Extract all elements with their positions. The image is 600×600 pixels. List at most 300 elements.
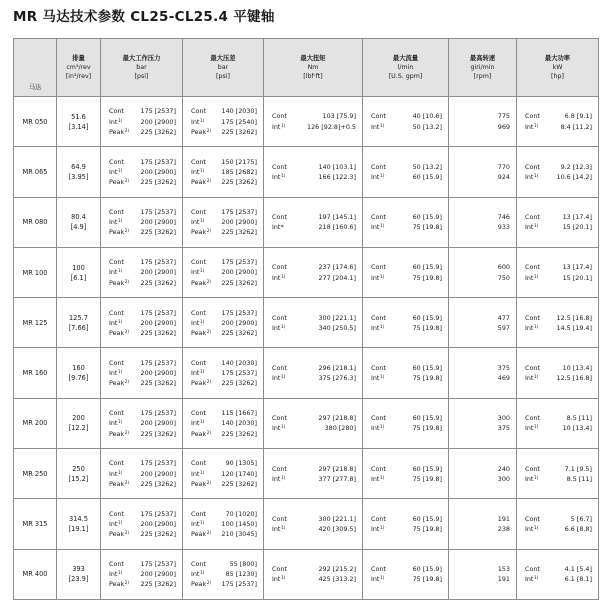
rating-label: Int$^{1)}$	[272, 323, 286, 332]
pressure-delta-cell	[183, 549, 264, 599]
displacement-cell	[57, 348, 101, 398]
rating-value: 237 [174.6]	[318, 263, 356, 272]
rating-value: 103 [75.9]	[322, 112, 356, 121]
rating-label: Int$^{1)}$	[272, 424, 286, 433]
rating-value: 140 [2030]	[221, 419, 257, 428]
pressure-cell	[101, 549, 183, 599]
rating-value: 120 [1740]	[221, 469, 257, 478]
power-cell	[517, 147, 599, 197]
rating-value: 8.4 [11.2]	[560, 122, 592, 131]
table-row	[14, 549, 599, 599]
rating-value: 175 [2537]	[140, 308, 176, 317]
rating-value: 225 [3262]	[221, 278, 257, 287]
rating-label: Cont	[191, 207, 206, 216]
pressure-cell	[101, 398, 183, 448]
torque-values	[264, 111, 362, 131]
rating-label: Cont	[109, 157, 124, 166]
rating-value: 200 [2900]	[221, 318, 257, 327]
displacement-cell	[57, 499, 101, 549]
torque-values	[264, 413, 362, 433]
speed-value: 933	[497, 223, 510, 232]
speed-values	[449, 111, 516, 131]
rating-label: Int$^{1)}$	[371, 525, 385, 534]
rating-label: Cont	[525, 112, 540, 121]
rating-value: 50 [13.2]	[412, 162, 442, 171]
value-line	[517, 574, 598, 584]
value-line	[101, 106, 182, 116]
rating-value: 75 [19.8]	[412, 223, 442, 232]
header-flow: 最大流量 l/min [U.S. gpm]	[363, 39, 449, 97]
displacement-metric: 200	[72, 414, 85, 423]
value-line	[183, 408, 263, 418]
value-line	[101, 569, 182, 579]
value-line	[363, 564, 448, 574]
rating-label: Int$^{1)}$	[272, 575, 286, 584]
flow-values	[363, 564, 448, 584]
rating-value: 175 [2537]	[221, 369, 257, 378]
rating-label: Cont	[272, 363, 287, 372]
rating-label: Int*	[272, 223, 284, 232]
rating-value: 175 [2537]	[140, 258, 176, 267]
rating-value: 200 [2900]	[140, 117, 176, 126]
displacement-metric: 64.9	[71, 162, 86, 171]
power-cell	[517, 449, 599, 499]
rating-value: 200 [2900]	[140, 218, 176, 227]
rating-value: 140 [103.1]	[318, 162, 356, 171]
rating-label: Int$^{1)}$	[525, 323, 539, 332]
value-line	[264, 111, 362, 121]
value-line	[517, 212, 598, 222]
flow-values	[363, 262, 448, 282]
pressure-delta-cell	[183, 247, 264, 297]
rating-label: Int$^{1)}$	[109, 167, 123, 176]
table-header	[14, 39, 599, 97]
pressure-delta-cell	[183, 398, 264, 448]
rating-value: 10.6 [14.2]	[556, 172, 592, 181]
value-line	[363, 172, 448, 182]
power-cell	[517, 197, 599, 247]
torque-cell	[264, 147, 363, 197]
rating-value: 90 [1305]	[225, 459, 257, 468]
value-line	[517, 313, 598, 323]
speed-cell	[449, 298, 517, 348]
rating-label: Peak$^{2)}$	[109, 379, 130, 388]
rating-label: Peak$^{2)}$	[109, 479, 130, 488]
value-line	[264, 222, 362, 232]
table-body	[14, 97, 599, 600]
rating-value: 200 [2900]	[140, 369, 176, 378]
pressure-values	[101, 207, 182, 238]
rating-label: Peak$^{2)}$	[191, 580, 212, 589]
value-line	[363, 222, 448, 232]
value-line	[363, 111, 448, 121]
rating-value: 225 [3262]	[221, 127, 257, 136]
rating-value: 225 [3262]	[140, 479, 176, 488]
power-values	[517, 413, 598, 433]
flow-cell	[363, 147, 449, 197]
value-line	[101, 429, 182, 439]
value-line	[183, 479, 263, 489]
rating-value: 375 [276.3]	[318, 374, 356, 383]
speed-value: 477	[497, 313, 510, 322]
rating-value: 197 [145.1]	[318, 213, 356, 222]
torque-cell	[264, 398, 363, 448]
speed-cell	[449, 398, 517, 448]
pressure-values	[101, 308, 182, 339]
rating-label: Int$^{1)}$	[191, 419, 205, 428]
value-line	[101, 418, 182, 428]
delta-values	[183, 509, 263, 540]
rating-value: 225 [3262]	[140, 127, 176, 136]
table-row	[14, 247, 599, 297]
rating-value: 225 [3262]	[140, 580, 176, 589]
delta-values	[183, 157, 263, 188]
displacement-imperial: [7.66]	[68, 323, 89, 332]
rating-value: 40 [10.6]	[412, 112, 442, 121]
rating-label: Int$^{1)}$	[191, 570, 205, 579]
rating-label: Int$^{1)}$	[109, 268, 123, 277]
value-line	[183, 458, 263, 468]
rating-value: 200 [2900]	[140, 419, 176, 428]
rating-label: Cont	[371, 162, 386, 171]
rating-label: Int$^{1)}$	[109, 519, 123, 528]
displacement-cell	[57, 549, 101, 599]
power-values	[517, 514, 598, 534]
pressure-cell	[101, 147, 183, 197]
spec-table	[13, 38, 599, 600]
value-line	[183, 529, 263, 539]
speed-values	[449, 212, 516, 232]
rating-value: 175 [2537]	[140, 358, 176, 367]
rating-value: 75 [19.8]	[412, 323, 442, 332]
rating-label: Cont	[525, 213, 540, 222]
rating-label: Int$^{1)}$	[272, 374, 286, 383]
rating-label: Int$^{1)}$	[191, 318, 205, 327]
speed-value: 600	[497, 263, 510, 272]
rating-value: 60 [15.9]	[412, 514, 442, 523]
value-line	[264, 323, 362, 333]
value-line	[264, 564, 362, 574]
value-line	[183, 469, 263, 479]
rating-label: Peak$^{2)}$	[109, 127, 130, 136]
rating-value: 175 [2537]	[221, 580, 257, 589]
flow-values	[363, 514, 448, 534]
value-line	[517, 363, 598, 373]
flow-values	[363, 363, 448, 383]
speed-cell	[449, 97, 517, 147]
displacement-cell	[57, 298, 101, 348]
rating-value: 6.8 [9.1]	[564, 112, 592, 121]
rating-label: Cont	[191, 409, 206, 418]
rating-value: 55 [800]	[229, 560, 257, 569]
header-motor: 马达	[14, 39, 57, 97]
rating-label: Cont	[191, 509, 206, 518]
header-power: 最大功率 kW [hp]	[517, 39, 599, 97]
value-line	[183, 257, 263, 267]
rating-label: Peak$^{2)}$	[191, 379, 212, 388]
motor-model: MR 250	[14, 449, 57, 499]
value-line	[449, 323, 516, 333]
value-line	[264, 574, 362, 584]
table-row	[14, 197, 599, 247]
rating-value: 175 [2537]	[140, 560, 176, 569]
rating-label: Cont	[191, 157, 206, 166]
rating-label: Peak$^{2)}$	[191, 530, 212, 539]
value-line	[449, 574, 516, 584]
value-line	[449, 564, 516, 574]
rating-label: Int$^{1)}$	[191, 369, 205, 378]
value-line	[363, 122, 448, 132]
delta-values	[183, 559, 263, 590]
rating-value: 60 [15.9]	[412, 363, 442, 372]
rating-value: 4.1 [5.4]	[564, 565, 592, 574]
rating-label: Int$^{1)}$	[525, 223, 539, 232]
value-line	[183, 117, 263, 127]
rating-value: 380 [280]	[324, 424, 356, 433]
rating-label: Cont	[272, 414, 287, 423]
value-line	[101, 207, 182, 217]
value-line	[517, 222, 598, 232]
displacement-metric: 314.5	[69, 515, 88, 524]
value-line	[183, 177, 263, 187]
value-line	[517, 413, 598, 423]
speed-values	[449, 464, 516, 484]
rating-label: Cont	[525, 414, 540, 423]
delta-values	[183, 308, 263, 339]
rating-label: Peak$^{2)}$	[191, 328, 212, 337]
flow-values	[363, 313, 448, 333]
value-line	[101, 308, 182, 318]
rating-value: 225 [3262]	[140, 278, 176, 287]
rating-value: 185 [2682]	[221, 167, 257, 176]
value-line	[101, 559, 182, 569]
rating-value: 175 [2537]	[221, 258, 257, 267]
speed-value: 191	[497, 575, 510, 584]
rating-value: 12.5 [16.8]	[556, 313, 592, 322]
displacement-imperial: [6.1]	[70, 273, 87, 282]
rating-value: 10 [13.4]	[562, 424, 592, 433]
rating-label: Int$^{1)}$	[109, 570, 123, 579]
table-row	[14, 147, 599, 197]
torque-values	[264, 564, 362, 584]
speed-value: 300	[497, 474, 510, 483]
rating-value: 210 [3045]	[221, 530, 257, 539]
value-line	[264, 373, 362, 383]
value-line	[449, 423, 516, 433]
flow-cell	[363, 449, 449, 499]
value-line	[183, 358, 263, 368]
value-line	[264, 363, 362, 373]
displacement-imperial: [15.2]	[68, 474, 89, 483]
rating-value: 6.1 [8.1]	[564, 575, 592, 584]
rating-label: Peak$^{2)}$	[191, 178, 212, 187]
rating-label: Int$^{1)}$	[525, 424, 539, 433]
pressure-delta-cell	[183, 147, 264, 197]
displacement-imperial: [9.76]	[68, 374, 89, 383]
pressure-cell	[101, 247, 183, 297]
header-pressure-delta: 最大压差 bar [psi]	[183, 39, 264, 97]
displacement-imperial: [19.1]	[68, 525, 89, 534]
value-line	[101, 368, 182, 378]
value-line	[183, 368, 263, 378]
table-row	[14, 97, 599, 147]
rating-label: Peak$^{2)}$	[109, 178, 130, 187]
torque-cell	[264, 97, 363, 147]
value-line	[101, 227, 182, 237]
rating-value: 60 [15.9]	[412, 464, 442, 473]
value-line	[517, 262, 598, 272]
rating-value: 8.5 [11]	[566, 414, 592, 423]
rating-label: Cont	[371, 514, 386, 523]
header-torque: 最大扭矩 Nm [lbf·ft]	[264, 39, 363, 97]
pressure-values	[101, 106, 182, 137]
speed-values	[449, 564, 516, 584]
rating-value: 175 [2537]	[221, 207, 257, 216]
value-line	[517, 564, 598, 574]
rating-value: 60 [15.9]	[412, 565, 442, 574]
speed-value: 969	[497, 122, 510, 131]
motor-model: MR 050	[14, 97, 57, 147]
rating-value: 75 [19.8]	[412, 374, 442, 383]
delta-values	[183, 257, 263, 288]
rating-value: 75 [19.8]	[412, 525, 442, 534]
rating-value: 297 [218.8]	[318, 414, 356, 423]
value-line	[363, 413, 448, 423]
rating-value: 10 [13.4]	[562, 363, 592, 372]
value-line	[517, 111, 598, 121]
flow-values	[363, 413, 448, 433]
value-line	[449, 222, 516, 232]
rating-value: 225 [3262]	[221, 328, 257, 337]
displacement-cell	[57, 97, 101, 147]
power-cell	[517, 298, 599, 348]
speed-values	[449, 262, 516, 282]
rating-label: Int$^{1)}$	[191, 117, 205, 126]
rating-label: Int$^{1)}$	[371, 172, 385, 181]
value-line	[363, 474, 448, 484]
torque-values	[264, 313, 362, 333]
rating-label: Cont	[272, 464, 287, 473]
speed-value: 750	[497, 273, 510, 282]
value-line	[517, 273, 598, 283]
rating-value: 75 [19.8]	[412, 575, 442, 584]
rating-value: 12.5 [16.8]	[556, 374, 592, 383]
value-line	[449, 212, 516, 222]
rating-value: 225 [3262]	[140, 178, 176, 187]
pressure-values	[101, 458, 182, 489]
torque-cell	[264, 499, 363, 549]
rating-label: Cont	[109, 207, 124, 216]
rating-label: Int$^{1)}$	[525, 575, 539, 584]
rating-label: Peak$^{2)}$	[109, 228, 130, 237]
motor-model: MR 400	[14, 549, 57, 599]
rating-label: Int$^{1)}$	[371, 374, 385, 383]
value-line	[183, 378, 263, 388]
rating-label: Int$^{1)}$	[109, 369, 123, 378]
value-line	[264, 524, 362, 534]
rating-value: 200 [2900]	[140, 167, 176, 176]
rating-label: Int$^{1)}$	[525, 525, 539, 534]
rating-label: Cont	[371, 112, 386, 121]
motor-model: MR 065	[14, 147, 57, 197]
rating-value: 100 [1450]	[221, 519, 257, 528]
value-line	[517, 524, 598, 534]
rating-value: 200 [2900]	[140, 318, 176, 327]
torque-cell	[264, 298, 363, 348]
value-line	[264, 423, 362, 433]
rating-label: Int$^{1)}$	[525, 374, 539, 383]
value-line	[264, 413, 362, 423]
rating-value: 175 [2537]	[140, 107, 176, 116]
value-line	[101, 167, 182, 177]
power-values	[517, 162, 598, 182]
rating-value: 14.5 [19.4]	[556, 323, 592, 332]
value-line	[363, 524, 448, 534]
rating-value: 75 [19.8]	[412, 474, 442, 483]
value-line	[363, 323, 448, 333]
rating-label: Cont	[272, 565, 287, 574]
value-line	[101, 529, 182, 539]
value-line	[449, 172, 516, 182]
rating-value: 225 [3262]	[221, 228, 257, 237]
flow-values	[363, 212, 448, 232]
speed-value: 770	[497, 162, 510, 171]
value-line	[449, 262, 516, 272]
rating-label: Cont	[191, 308, 206, 317]
rating-value: 200 [2900]	[221, 268, 257, 277]
pressure-cell	[101, 298, 183, 348]
rating-label: Int$^{1)}$	[109, 117, 123, 126]
value-line	[101, 267, 182, 277]
rating-label: Cont	[109, 459, 124, 468]
rating-value: 420 [309.5]	[318, 525, 356, 534]
value-line	[363, 262, 448, 272]
power-values	[517, 313, 598, 333]
displacement-metric: 250	[72, 464, 85, 473]
torque-cell	[264, 348, 363, 398]
delta-values	[183, 207, 263, 238]
delta-values	[183, 358, 263, 389]
displacement-cell	[57, 147, 101, 197]
power-cell	[517, 398, 599, 448]
pressure-values	[101, 157, 182, 188]
rating-label: Peak$^{2)}$	[109, 580, 130, 589]
speed-cell	[449, 549, 517, 599]
value-line	[264, 212, 362, 222]
pressure-values	[101, 559, 182, 590]
speed-values	[449, 313, 516, 333]
displacement-metric: 51.6	[71, 112, 86, 121]
power-cell	[517, 549, 599, 599]
rating-label: Cont	[109, 509, 124, 518]
rating-value: 340 [250.5]	[318, 323, 356, 332]
value-line	[183, 569, 263, 579]
rating-label: Int$^{1)}$	[191, 167, 205, 176]
value-line	[517, 464, 598, 474]
value-line	[363, 423, 448, 433]
rating-value: 7.1 [9.5]	[564, 464, 592, 473]
torque-cell	[264, 247, 363, 297]
pressure-values	[101, 358, 182, 389]
power-values	[517, 212, 598, 232]
rating-label: Int$^{1)}$	[109, 218, 123, 227]
speed-values	[449, 413, 516, 433]
rating-label: Cont	[525, 162, 540, 171]
value-line	[183, 207, 263, 217]
rating-label: Cont	[371, 213, 386, 222]
delta-values	[183, 408, 263, 439]
rating-label: Int$^{1)}$	[371, 323, 385, 332]
